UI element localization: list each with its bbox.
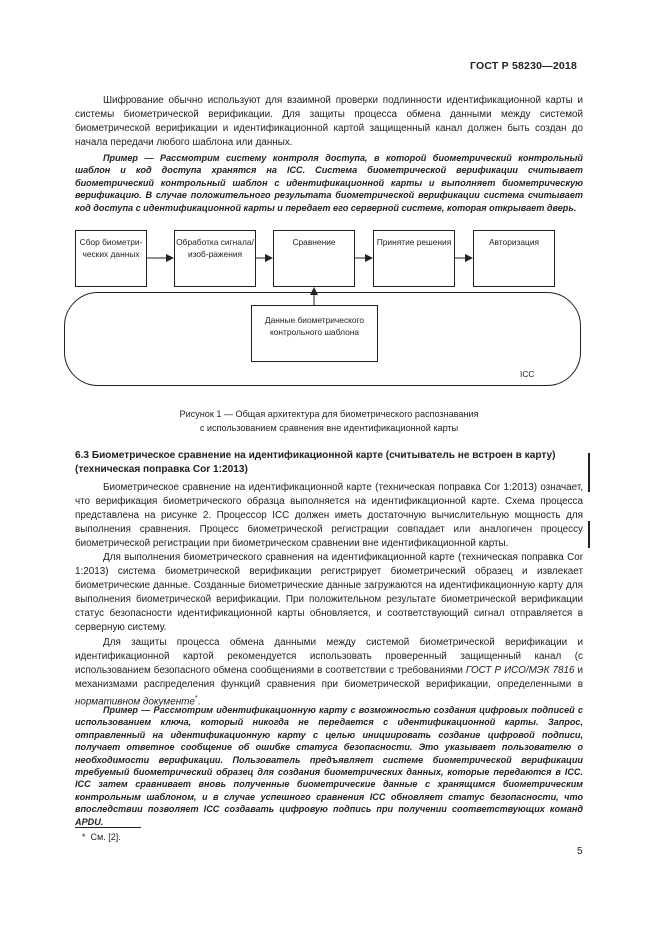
p3-standard-ref: ГОСТ Р ИСО/МЭК 7816 (465, 665, 575, 677)
diagram-arrows (0, 0, 661, 400)
p3-text-b: и механизмами распределения функций сравнения при биометрической верификации, определенными в (75, 665, 583, 691)
standard-header: ГОСТ Р 58230—2018 (470, 60, 578, 72)
icc-label: ICC (520, 369, 535, 379)
box-processing: Обработка сигнала/изоб-ражения (174, 230, 256, 287)
footnote-text: См. [2]. (90, 832, 121, 842)
box-authorization: Авторизация (473, 230, 555, 287)
p3-normative-ref: нормативном документе (75, 696, 195, 708)
p3-footnote-mark: * (194, 695, 198, 703)
example-2-lead: Пример — (103, 705, 151, 715)
example-1-text: Рассмотрим систему контроля доступа, в которой биометрический контрольный шаблон и код доступа хранятся на ICC. Система биометрической верификации считывает биометрический контрольный шаблон с идентификационной карты и выполняет биометрическую верификацию. В случае положительного результата биометрической верификации система считывает код доступа с идентификационной карты и передает его серверной системе, которая открывает дверь. (75, 153, 583, 213)
change-bar-2 (588, 521, 590, 548)
example-1-lead: Пример — (103, 153, 154, 163)
section-paragraph-2: Для выполнения биометрического сравнения на идентификационной карте (техническая поправка Cor 1:2013) система биометрической верификации регистрирует биометрический образец и извлекает биометрические данные. Созданные биометрические данные загружаются на идентификационную карту для выполнения биометрической верификации. При положительном результате биометрической верификации статус безопасности идентификационной карты обновляется, и соответствующий сигнал отправляется в серверную систему. (75, 552, 583, 634)
section-paragraph-3 (75, 636, 583, 710)
box-decision: Принятие решения (373, 230, 455, 287)
page-number: 5 (577, 846, 583, 857)
box-template-data: Данные биометрического контрольного шаблона (251, 305, 378, 362)
box-capture: Сбор биометри-ческих данных (75, 230, 147, 287)
figure-1-diagram (0, 0, 661, 400)
example-2-text: Рассмотрим идентификационную карту с возможностью создания цифровых подписей с использованием ключа, который никогда не передается с идентификационной карты. Запрос, отправленный на идентификационную карту с целью инициировать создание цифровой подписи, получает ответное сообщение об ошибке статуса безопасности. Это указывает пользователю о необходимости верификации. Пользователь предъявляет системе биометрической верификации требуемый биометрический образец для создания биометрических данных, которые передаются в ICC. ICC затем сравнивает вновь полученные биометрические данные с хранящимся биометрическим контрольным шаблоном, и в случае успешного сравнения ICC обновляет статус безопасности, что впоследствии позволяет ICC создавать цифровую подпись при получении соответствующих команд APDU. (75, 705, 583, 827)
example-2 (75, 704, 583, 828)
intro-paragraph: Шифрование обычно используют для взаимной проверки подлинности идентификационной карты и системы биометрической верификации. Для защиты процесса обмена данными между системой биометрической верификации и идентификационной картой защищенный канал должен быть создан до начала передачи любого шаблона или данных. (75, 95, 583, 149)
p3-text-c: . (197, 696, 201, 708)
figure-caption (75, 408, 583, 435)
footnote-mark: * (82, 832, 86, 842)
figure-caption-line-1: Рисунок 1 — Общая архитектура для биометрического распознавания (179, 409, 479, 419)
figure-caption-line-2: с использованием сравнения вне идентификационной карты (199, 422, 459, 433)
p3-text-a: Для защиты процесса обмена данными между системой биометрической верификации и идентификационной картой рекомендуется использовать проверенный защищенный канал (с использованием безопасного обмена сообщениями в соответствии с требованиями (75, 637, 583, 677)
section-paragraph-1: Биометрическое сравнение на идентификационной карте (техническая поправка Cor 1:2013) означает, что верификация биометрического образца выполняется на идентификационной карте. Схема процесса представлена на рисунке 2. Процессор ICC должен иметь достаточную вычислительную мощность для выполнения сравнения. Процесс биометрической регистрации совпадает или аналогичен процессу биометрической регистрации при биометрическом сравнении вне идентификационной карты. (75, 482, 583, 550)
footnote (82, 832, 121, 842)
footnote-rule (75, 827, 141, 828)
section-title: 6.3 Биометрическое сравнение на идентификационной карте (считыватель не встроен в карту) (техническая поправка Cor 1:2013) (75, 450, 556, 475)
change-bar-1 (588, 453, 590, 492)
box-comparison: Сравнение (273, 230, 355, 287)
